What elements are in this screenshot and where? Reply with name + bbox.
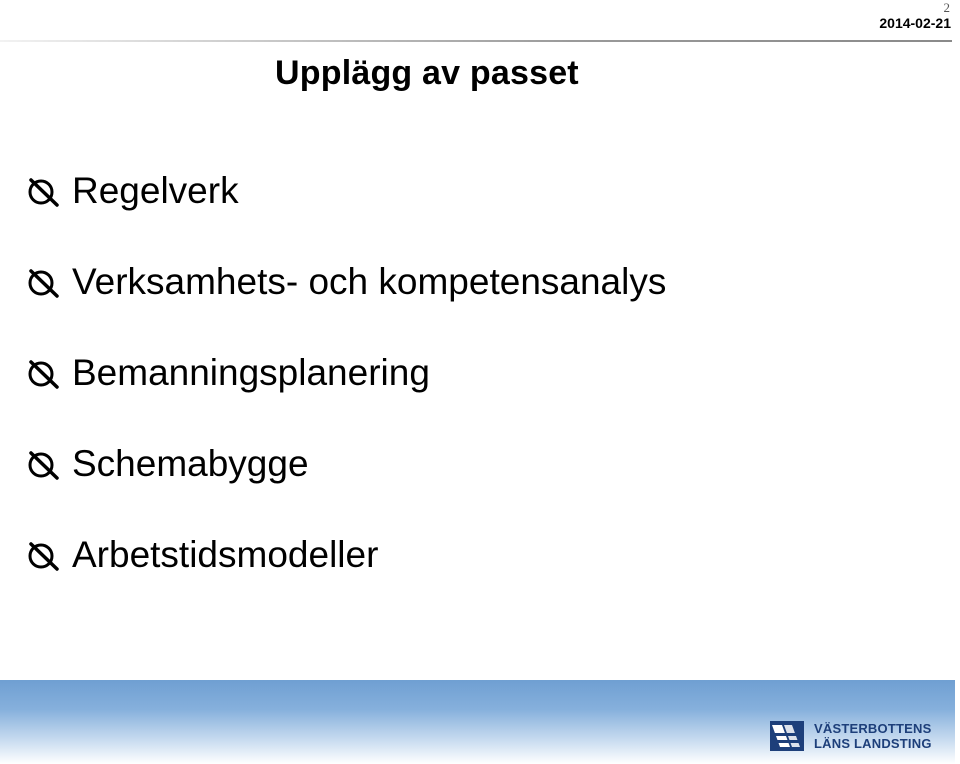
crossed-circle-icon bbox=[26, 356, 62, 392]
bullet-item-verksamhetsanalys bbox=[26, 257, 666, 348]
bullet-list bbox=[26, 166, 666, 621]
bullet-text: Schemabygge bbox=[72, 443, 309, 484]
bullet-text: Regelverk bbox=[72, 170, 239, 211]
bullet-item-regelverk bbox=[26, 166, 666, 257]
bullet-text: Bemanningsplanering bbox=[72, 352, 430, 393]
logo-text-line1: VÄSTERBOTTENS bbox=[814, 721, 932, 736]
logo-text-line2: LÄNS LANDSTING bbox=[814, 736, 932, 751]
slide-title: Upplägg av passet bbox=[275, 54, 579, 92]
crossed-circle-icon bbox=[26, 447, 62, 483]
crossed-circle-icon bbox=[26, 538, 62, 574]
bullet-text: Arbetstidsmodeller bbox=[72, 534, 379, 575]
page-number: 2 bbox=[943, 0, 950, 15]
header-divider bbox=[0, 40, 952, 42]
bullet-item-schemabygge bbox=[26, 439, 666, 530]
slide-date: 2014-02-21 bbox=[879, 15, 951, 31]
bullet-text: Verksamhets- och kompetensanalys bbox=[72, 261, 667, 302]
crossed-circle-icon bbox=[26, 174, 62, 210]
logo-mark-icon bbox=[770, 721, 804, 751]
bullet-item-bemanningsplanering bbox=[26, 348, 666, 439]
bullet-item-arbetstidsmodeller bbox=[26, 530, 666, 621]
crossed-circle-icon bbox=[26, 265, 62, 301]
organization-logo bbox=[770, 721, 930, 755]
